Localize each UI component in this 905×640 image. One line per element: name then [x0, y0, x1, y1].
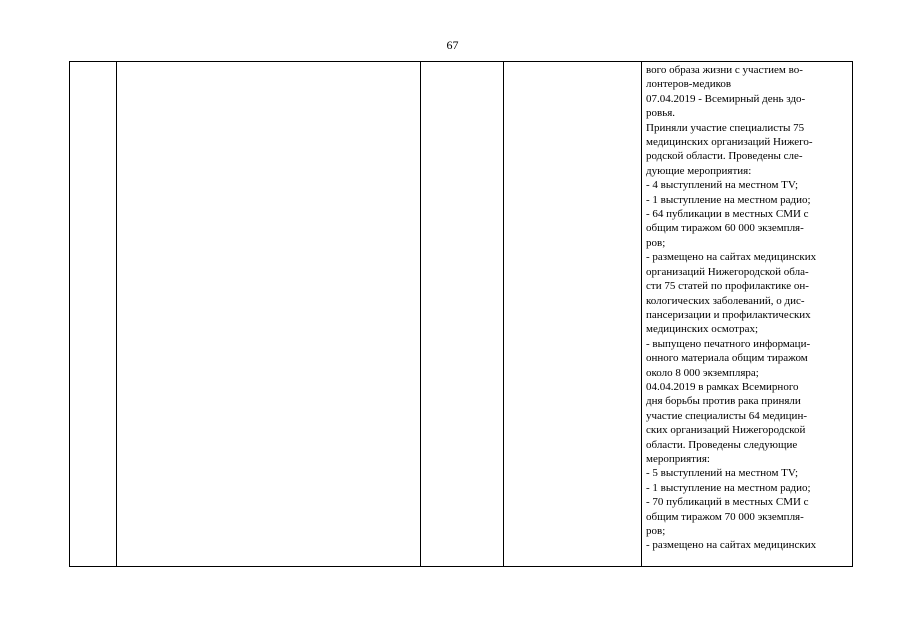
results-text-line: 07.04.2019 - Всемирный день здо-	[646, 92, 806, 105]
cell-2-text	[117, 62, 420, 63]
results-text-line: онного материала общим тиражом	[646, 352, 808, 365]
results-text-line: - размещено на сайтах медицинских	[646, 539, 817, 552]
results-text-line: дня борьбы против рака приняли	[646, 395, 801, 408]
table-cell-number	[70, 62, 117, 567]
results-text-line: вого образа жизни с участием во-	[646, 64, 803, 76]
results-text-line: области. Проведены следующие	[646, 438, 798, 451]
table-cell-results	[642, 62, 853, 567]
table-cell-deadline	[421, 62, 504, 567]
results-text-line: - 5 выступлений на местном TV;	[646, 467, 799, 480]
cell-3-text	[421, 62, 503, 63]
results-text-line: пансеризации и профилактических	[646, 308, 811, 321]
results-text-line: ровья.	[646, 107, 676, 120]
results-text-line: - 70 публикаций в местных СМИ с	[646, 496, 809, 509]
results-text-line: общим тиражом 70 000 экземпля-	[646, 510, 804, 523]
results-text-line: общим тиражом 60 000 экземпля-	[646, 222, 804, 235]
results-text-line: - выпущено печатного информаци-	[646, 337, 811, 350]
table-cell-responsible	[504, 62, 642, 567]
table-cell-description	[117, 62, 421, 567]
results-text-line: лонтеров-медиков	[646, 78, 732, 91]
results-text-line: ских организаций Нижегородской	[646, 424, 806, 437]
page-number: 67	[446, 38, 459, 52]
results-text-line: - размещено на сайтах медицинских	[646, 251, 817, 264]
results-text-line: - 4 выступлений на местном TV;	[646, 179, 799, 192]
results-text-line: - 64 публикации в местных СМИ с	[646, 208, 809, 221]
results-text-line: сти 75 статей по профилактике он-	[646, 280, 809, 293]
results-text-line: 04.04.2019 в рамках Всемирного	[646, 380, 799, 393]
results-text-line: кологических заболеваний, о дис-	[646, 294, 805, 307]
results-text-line: мероприятия:	[646, 452, 710, 465]
table-row	[70, 62, 853, 567]
activities-table	[69, 61, 853, 567]
results-text-line: организаций Нижегородской обла-	[646, 265, 809, 278]
results-text-line: дующие мероприятия:	[646, 164, 752, 177]
results-text-line: - 1 выступление на местном радио;	[646, 481, 811, 494]
results-text	[642, 62, 852, 553]
results-text-line: около 8 000 экземпляра;	[646, 366, 759, 379]
results-text-line: медицинских осмотрах;	[646, 323, 759, 336]
results-text-line: ров;	[646, 525, 666, 537]
cell-1-text	[70, 62, 116, 63]
results-text-line: Приняли участие специалисты 75	[646, 121, 805, 134]
cell-4-text	[504, 62, 641, 63]
results-text-line: медицинских организаций Нижего-	[646, 136, 813, 149]
results-text-line: родской области. Проведены сле-	[646, 150, 803, 163]
results-text-line: участие специалисты 64 медицин-	[646, 409, 807, 422]
results-text-line: - 1 выступление на местном радио;	[646, 193, 811, 206]
results-text-line: ров;	[646, 236, 666, 249]
